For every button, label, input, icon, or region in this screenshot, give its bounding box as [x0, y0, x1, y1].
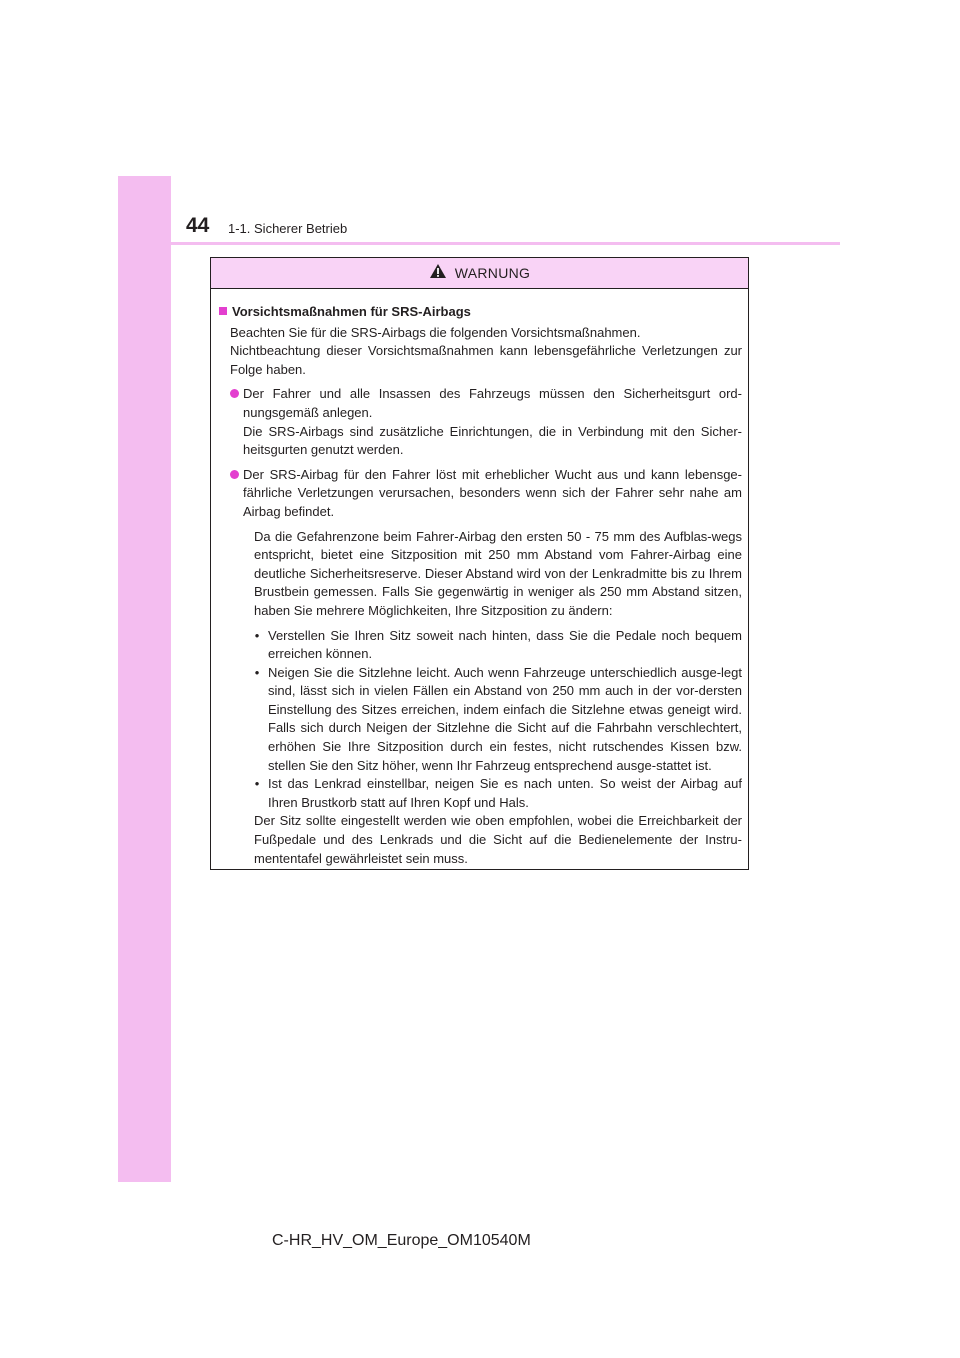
- list-item: [230, 385, 742, 459]
- intro-paragraph: [230, 324, 742, 380]
- warning-triangle-icon: [429, 263, 447, 284]
- square-bullet-icon: [219, 307, 227, 315]
- distance-paragraph: Da die Gefahrenzone beim Fahrer-Airbag den ersten 50 - 75 mm des Aufblas-wegs entspricht, bietet eine Sitzposition mit 250 mm Abstand vom Fahrer-Airbag eine deutliche Sicherheitsreserve. Dieser Abstand wird von der Lenkradmitte bis zu Ihrem Brustbein gemessen. Falls Sie gegenwärtig in weniger als 250 mm Abstand sitzen, haben Sie mehrere Möglichkeiten, Ihre Sitzposition zu ändern:: [254, 528, 742, 618]
- header-rule: [118, 242, 840, 245]
- circle-bullet-icon: [230, 470, 239, 479]
- warning-box: [210, 257, 749, 870]
- intro-line-1: Beachten Sie für die SRS-Airbags die folgenden Vorsichtsmaßnahmen.: [230, 324, 641, 340]
- dot-bullet: •: [254, 664, 260, 680]
- item-1-line-1: Der Fahrer und alle Insassen des Fahrzeugs müssen den Sicherheitsgurt ord-nungsgemäß anlegen.: [243, 386, 742, 420]
- list-item: [254, 775, 742, 812]
- item-2-details: [230, 528, 742, 869]
- warning-title: WARNUNG: [454, 265, 531, 281]
- list-item-text: Ist das Lenkrad einstellbar, neigen Sie es nach unten. So weist der Airbag auf Ihren Brustkorb statt auf Ihren Kopf und Hals.: [268, 776, 742, 810]
- section-heading: [219, 303, 742, 322]
- item-1-line-2: Die SRS-Airbags sind zusätzliche Einrichtungen, die in Verbindung mit den Sicher-heitsgurten genutzt werden.: [243, 423, 742, 458]
- list-item-text: Verstellen Sie Ihren Sitz soweit nach hinten, dass Sie die Pedale noch bequem erreichen können.: [268, 627, 742, 662]
- list-item-text: Der SRS-Airbag für den Fahrer löst mit erheblicher Wucht aus und kann lebensge-fährliche Verletzungen verursachen, besonders wenn sich der Fahrer sehr nahe am Airbag befindet.: [243, 466, 742, 519]
- list-item: [254, 627, 742, 664]
- list-item-text: [243, 385, 742, 459]
- footer-document-code: C-HR_HV_OM_Europe_OM10540M: [272, 1232, 531, 1249]
- list-item-text: Neigen Sie die Sitzlehne leicht. Auch wenn Fahrzeuge unterschiedlich ausge-legt sind, lässt sich in vielen Fällen ein Abstand von 250 mm auch in der vor-dersten Einstellung des Sitzes erreichen, indem einfach die Sitzlehne etwas geneigt wird. Falls sich durch Neigen der Sitzlehne die Sicht auf die Fahrbahn verschlechtert, erhöhen Sie Ihre Sitzposition durch ein festes, nicht rutschendes Kissen bzw. stellen Sie den Sitz höher, wenn Ihr Fahrzeug entsprechend ausge-stattet ist.: [268, 664, 742, 773]
- intro-line-2: Nichtbeachtung dieser Vorsichtsmaßnahmen kann lebensgefährliche Verletzungen zur Folge haben.: [230, 343, 742, 377]
- list-item: [230, 466, 742, 522]
- section-content: [219, 324, 742, 869]
- page-number: 44: [186, 214, 210, 237]
- dot-bullet: •: [254, 776, 260, 792]
- warning-header: [211, 258, 748, 289]
- side-color-strip: [118, 176, 171, 1182]
- closing-paragraph: Der Sitz sollte eingestellt werden wie oben empfohlen, wobei die Erreichbarkeit der Fußpedale und des Lenkrads und die Sicht auf die Bedienelemente der Instru-mententafel gewährleistet sein muss.: [254, 813, 742, 866]
- list-item: [254, 664, 742, 776]
- circle-bullet-icon: [230, 389, 239, 398]
- section-heading-text: Vorsichtsmaßnahmen für SRS-Airbags: [232, 304, 471, 319]
- warning-body: [211, 289, 748, 868]
- section-title: 1-1. Sicherer Betrieb: [228, 221, 348, 236]
- dot-bullet: •: [254, 627, 260, 643]
